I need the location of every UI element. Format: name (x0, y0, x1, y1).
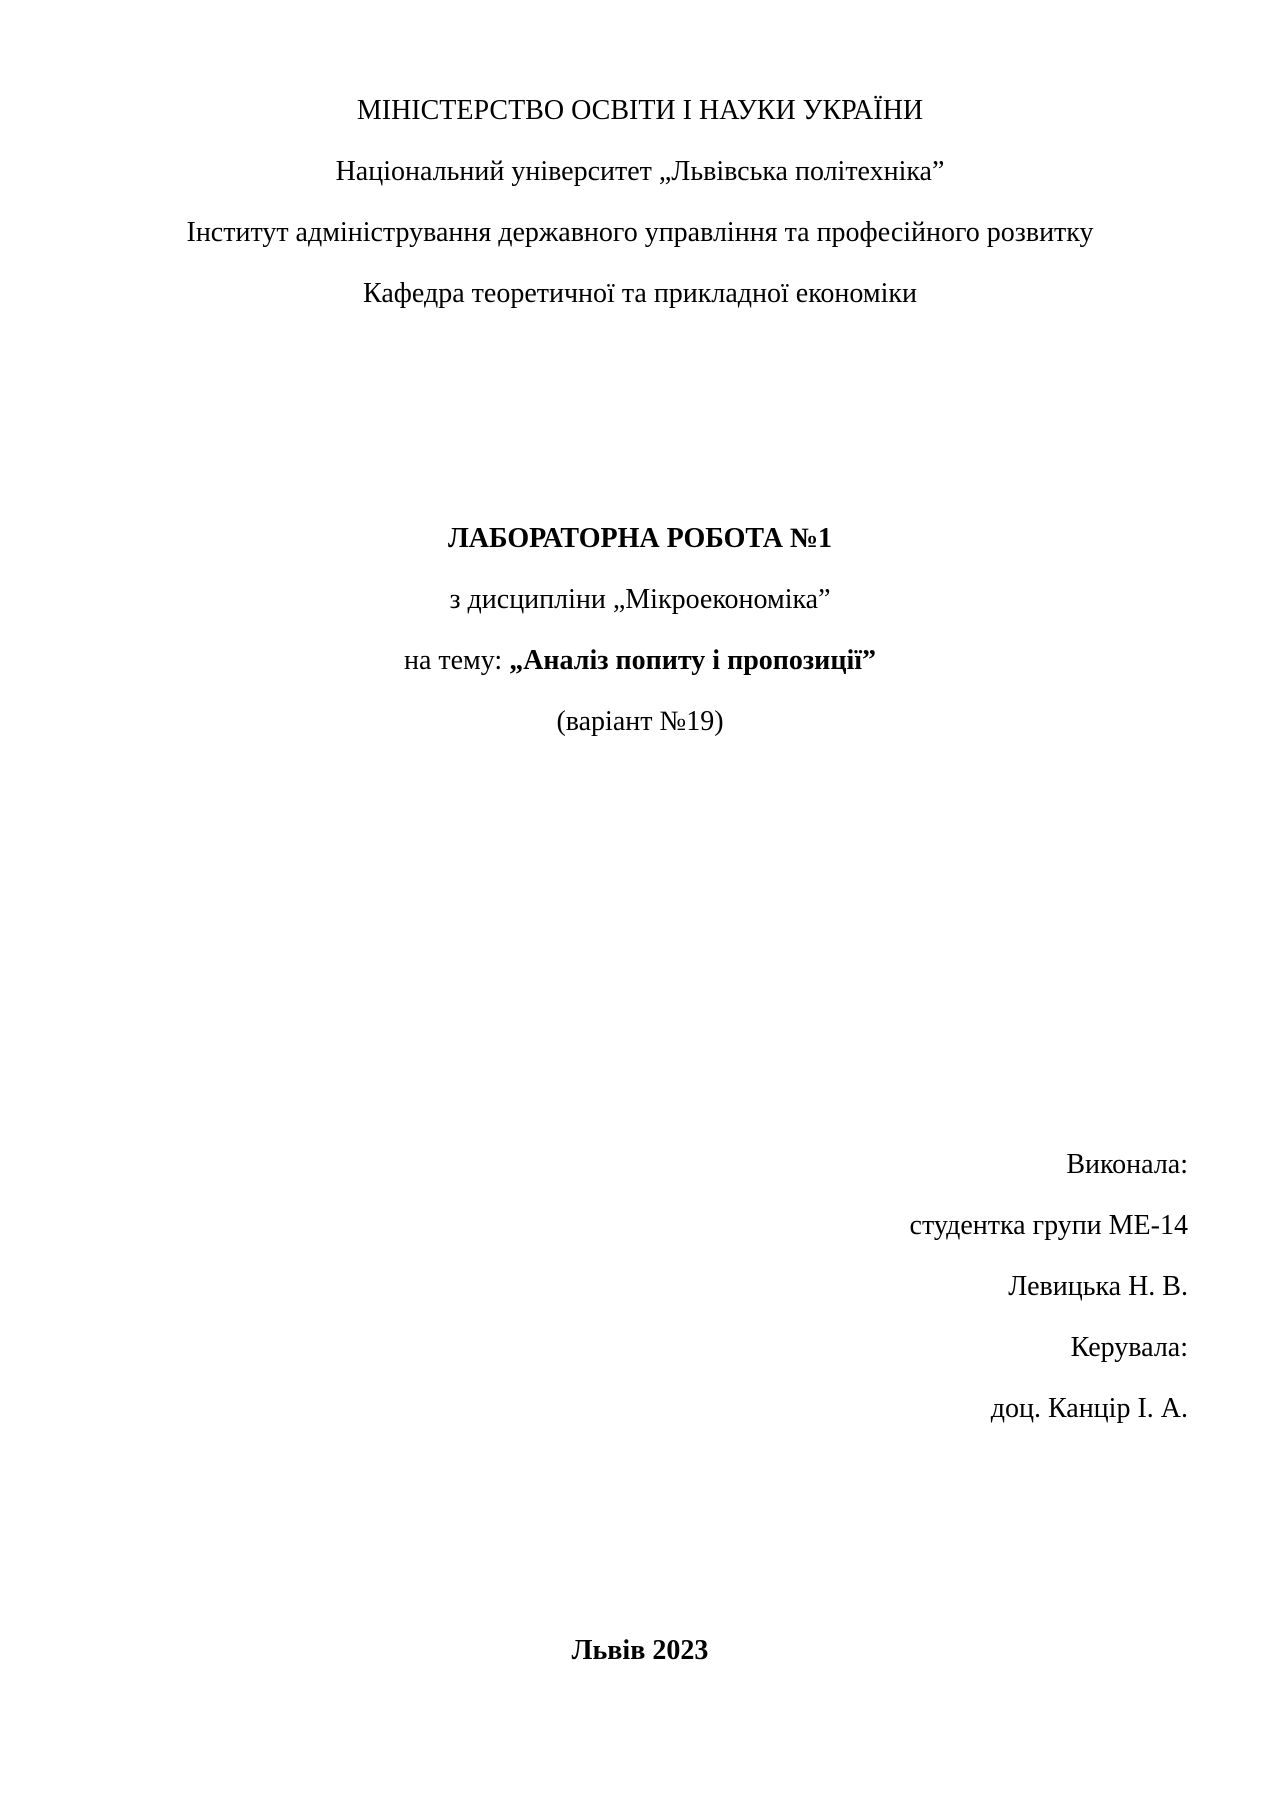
topic-line (0, 644, 1280, 678)
student-name: Левицька Н. В. (1008, 1271, 1188, 1302)
student-group: студентка групи МЕ-14 (909, 1210, 1188, 1241)
topic-title: „Аналіз попиту і пропозиції” (509, 645, 877, 676)
topic-prefix: на тему: (403, 645, 510, 676)
variant-line: (варіант №19) (556, 706, 724, 737)
performed-label: Виконала: (1066, 1149, 1188, 1180)
ministry-heading: МІНІСТЕРСТВО ОСВІТИ І НАУКИ УКРАЇНИ (356, 95, 924, 126)
discipline-line: з дисципліни „Мікроекономіка” (449, 584, 831, 615)
supervised-label: Керувала: (1070, 1332, 1188, 1363)
work-title: ЛАБОРАТОРНА РОБОТА №1 (447, 523, 833, 554)
supervisor-name: доц. Канцір І. А. (990, 1393, 1188, 1424)
institute-name: Інститут адміністрування державного управління та професійного розвитку (186, 217, 1094, 248)
university-name: Національний університет „Львівська політехніка” (335, 156, 945, 187)
city-year: Львів 2023 (571, 1635, 709, 1666)
department-name: Кафедра теоретичної та прикладної економіки (363, 278, 917, 309)
